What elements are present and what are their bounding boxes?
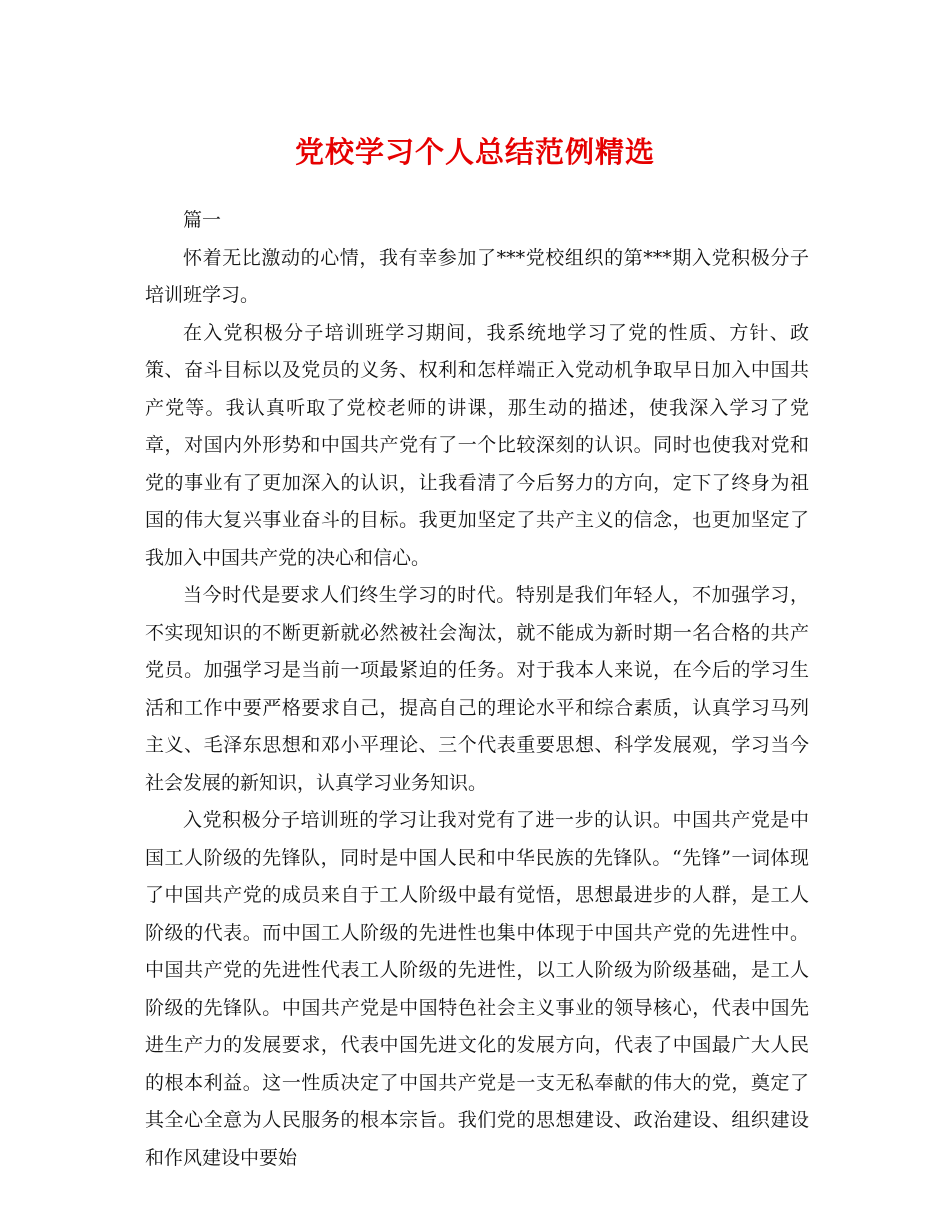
document-title: 党校学习个人总结范例精选 — [294, 135, 655, 169]
paragraph-4: 入党积极分子培训班的学习让我对党有了进一步的认识。中国共产党是中国工人阶级的先锋队，同时是中国人民和中华民族的先锋队。“先锋”一词体现了中国共产党的成员来自于工人阶级中最有觉悟，思想最进步的人群，是工人阶级的代表。而中国工人阶级的先进性也集中体现于中国共产党的先进性中。中国共产党的先进性代表工人阶级的先进性，以工人阶级为阶级基础，是工人阶级的先锋队。中国共产党是中国特色社会主义事业的领导核心，代表中国先进生产力的发展要求，代表中国先进文化的发展方向，代表了中国最广大人民的根本利益。这一性质决定了中国共产党是一支无私奉献的伟大的党，奠定了其全心全意为人民服务的根本宗旨。我们党的思想建设、政治建设、组织建设和作风建设中要始 — [145, 809, 809, 1169]
paragraph-3: 当今时代是要求人们终生学习的时代。特别是我们年轻人，不加强学习，不实现知识的不断更新就必然被社会淘汰，就不能成为新时期一名合格的共产党员。加强学习是当前一项最紧迫的任务。对于我本人来说，在今后的学习生活和工作中要严格要求自己，提高自己的理论水平和综合素质，认真学习马列主义、毛泽东思想和邓小平理论、三个代表重要思想、科学发展观，学习当今社会发展的新知识，认真学习业务知识。 — [145, 584, 809, 794]
section-heading: 篇一 — [183, 209, 222, 231]
paragraph-1: 怀着无比激动的心情，我有幸参加了***党校组织的第***期入党积极分子培训班学习。 — [145, 246, 809, 306]
document-body — [145, 202, 809, 1177]
paragraph-2: 在入党积极分子培训班学习期间，我系统地学习了党的性质、方针、政策、奋斗目标以及党员的义务、权利和怎样端正入党动机争取早日加入中国共产党等。我认真听取了党校老师的讲课，那生动的描述，使我深入学习了党章，对国内外形势和中国共产党有了一个比较深刻的认识。同时也使我对党和党的事业有了更加深入的认识，让我看清了今后努力的方向，定下了终身为祖国的伟大复兴事业奋斗的目标。我更加坚定了共产主义的信念，也更加坚定了我加入中国共产党的决心和信心。 — [145, 321, 809, 569]
